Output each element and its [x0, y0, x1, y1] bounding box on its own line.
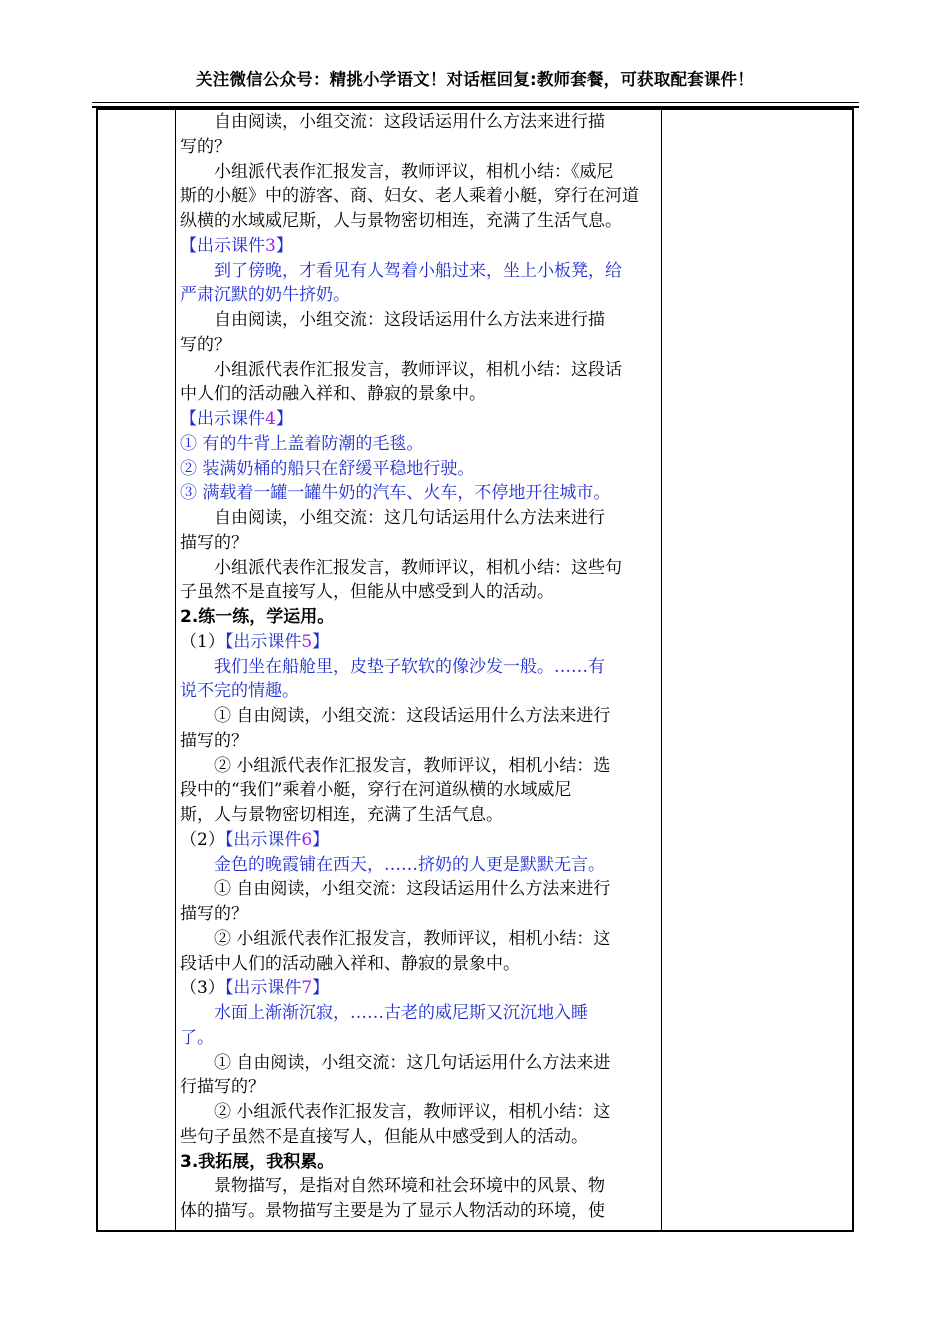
- text-line: 中人们的活动融入祥和、静寂的景象中。: [180, 384, 486, 405]
- courseware-open: 【出示课件: [224, 978, 302, 999]
- quote-line: ① 有的牛背上盖着防潮的毛毯。: [180, 433, 424, 454]
- quote-line: 到了傍晚，才看见有人驾着小船过来，坐上小板凳，给: [214, 260, 622, 281]
- text-line: 描写的？: [180, 904, 248, 924]
- text-line: 写的？: [180, 334, 231, 355]
- courseware-close: 】: [275, 409, 293, 429]
- courseware-label: [180, 407, 657, 432]
- right-column: [662, 110, 852, 1230]
- quote-line: 说不完的情趣。: [180, 681, 299, 702]
- text-line: 自由阅读，小组交流：这段话运用什么方法来进行描: [214, 310, 605, 330]
- section-heading: 2.练一练，学运用。: [180, 607, 335, 627]
- courseware-label: [180, 976, 657, 1001]
- quote-line: ② 装满奶桶的船只在舒缓平稳地行驶。: [180, 458, 475, 479]
- text-line: 子虽然不是直接写人，但能从中感受到人的活动。: [180, 582, 554, 603]
- courseware-number: 3: [265, 235, 276, 256]
- courseware-label: [180, 630, 657, 655]
- courseware-open: 【出示课件: [224, 829, 302, 850]
- courseware-close: 】: [312, 829, 330, 850]
- quote-line: 水面上渐渐沉寂，……古老的威尼斯又沉沉地入睡: [214, 1003, 588, 1023]
- courseware-close: 】: [312, 631, 330, 652]
- courseware-close: 】: [275, 235, 293, 256]
- text-line: 写的？: [180, 136, 231, 157]
- text-line: 斯的小艇》中的游客、商、妇女、老人乘着小艇，穿行在河道: [180, 186, 639, 207]
- text-line: 段中的“我们”乘着小艇，穿行在河道纵横的水域威尼: [180, 780, 572, 801]
- courseware-label: [180, 828, 657, 853]
- text-line: 些句子虽然不是直接写人，但能从中感受到人的活动。: [180, 1126, 588, 1147]
- courseware-number: 7: [301, 978, 313, 999]
- text-line: 描写的？: [180, 730, 248, 751]
- text-line: 小组派代表作汇报发言，教师评议，相机小结：这段话: [214, 359, 622, 380]
- content-column: [176, 110, 662, 1230]
- text-line: 描写的？: [180, 532, 248, 553]
- quote-line: 金色的晚霞铺在西天，……挤奶的人更是默默无言。: [214, 854, 605, 875]
- courseware-number: 5: [301, 631, 313, 652]
- text-line: 自由阅读，小组交流：这段话运用什么方法来进行描: [214, 112, 605, 132]
- quote-line: 了。: [180, 1027, 214, 1048]
- text-line: 纵横的水域威尼斯，人与景物密切相连，充满了生活气息。: [180, 211, 622, 231]
- text-line: ② 小组派代表作汇报发言，教师评议，相机小结：选: [214, 755, 611, 776]
- text-line: 体的描写。景物描写主要是为了显示人物活动的环境，使: [180, 1201, 605, 1221]
- part-label: （2）: [180, 829, 225, 850]
- courseware-number: 6: [301, 829, 313, 850]
- section-heading: 3.我拓展，我积累。: [180, 1151, 335, 1172]
- part-label: （1）: [180, 631, 225, 652]
- page-header: 关注微信公众号：精挑小学语文！对话框回复:教师套餐，可获取配套课件！: [196, 70, 754, 89]
- lesson-table: [96, 108, 854, 1232]
- text-line: ② 小组派代表作汇报发言，教师评议，相机小结：这: [214, 1102, 611, 1122]
- text-line: 行描写的？: [180, 1077, 265, 1098]
- text-line: 小组派代表作汇报发言，教师评议，相机小结：这些句: [214, 557, 622, 578]
- quote-line: ③ 满载着一罐一罐牛奶的汽车、火车，不停地开往城市。: [180, 483, 611, 504]
- left-column: [98, 110, 176, 1230]
- courseware-open: 【出示课件: [224, 631, 302, 652]
- text-line: ① 自由阅读，小组交流：这几句话运用什么方法来进: [214, 1052, 611, 1073]
- courseware-open: 【出示课件: [180, 235, 265, 256]
- courseware-number: 4: [265, 409, 276, 429]
- text-line: ① 自由阅读，小组交流：这段话运用什么方法来进行: [214, 879, 611, 900]
- text-line: 自由阅读，小组交流：这几句话运用什么方法来进行: [214, 508, 605, 528]
- text-line: 段话中人们的活动融入祥和、静寂的景象中。: [180, 953, 520, 974]
- text-line: ① 自由阅读，小组交流：这段话运用什么方法来进行: [214, 706, 611, 726]
- courseware-label: [180, 234, 657, 259]
- text-line: 景物描写，是指对自然环境和社会环境中的风景、物: [214, 1176, 605, 1197]
- courseware-open: 【出示课件: [180, 409, 265, 429]
- text-line: ② 小组派代表作汇报发言，教师评议，相机小结：这: [214, 928, 611, 949]
- quote-line: 我们坐在船舱里，皮垫子软软的像沙发一般。……有: [214, 656, 605, 677]
- quote-line: 严肃沉默的奶牛挤奶。: [180, 285, 350, 306]
- text-line: 斯，人与景物密切相连，充满了生活气息。: [180, 805, 503, 825]
- header-rule-thin: [92, 102, 859, 103]
- courseware-close: 】: [312, 978, 330, 999]
- part-label: （3）: [180, 978, 225, 999]
- text-line: 小组派代表作汇报发言，教师评议，相机小结：《威尼: [214, 161, 614, 182]
